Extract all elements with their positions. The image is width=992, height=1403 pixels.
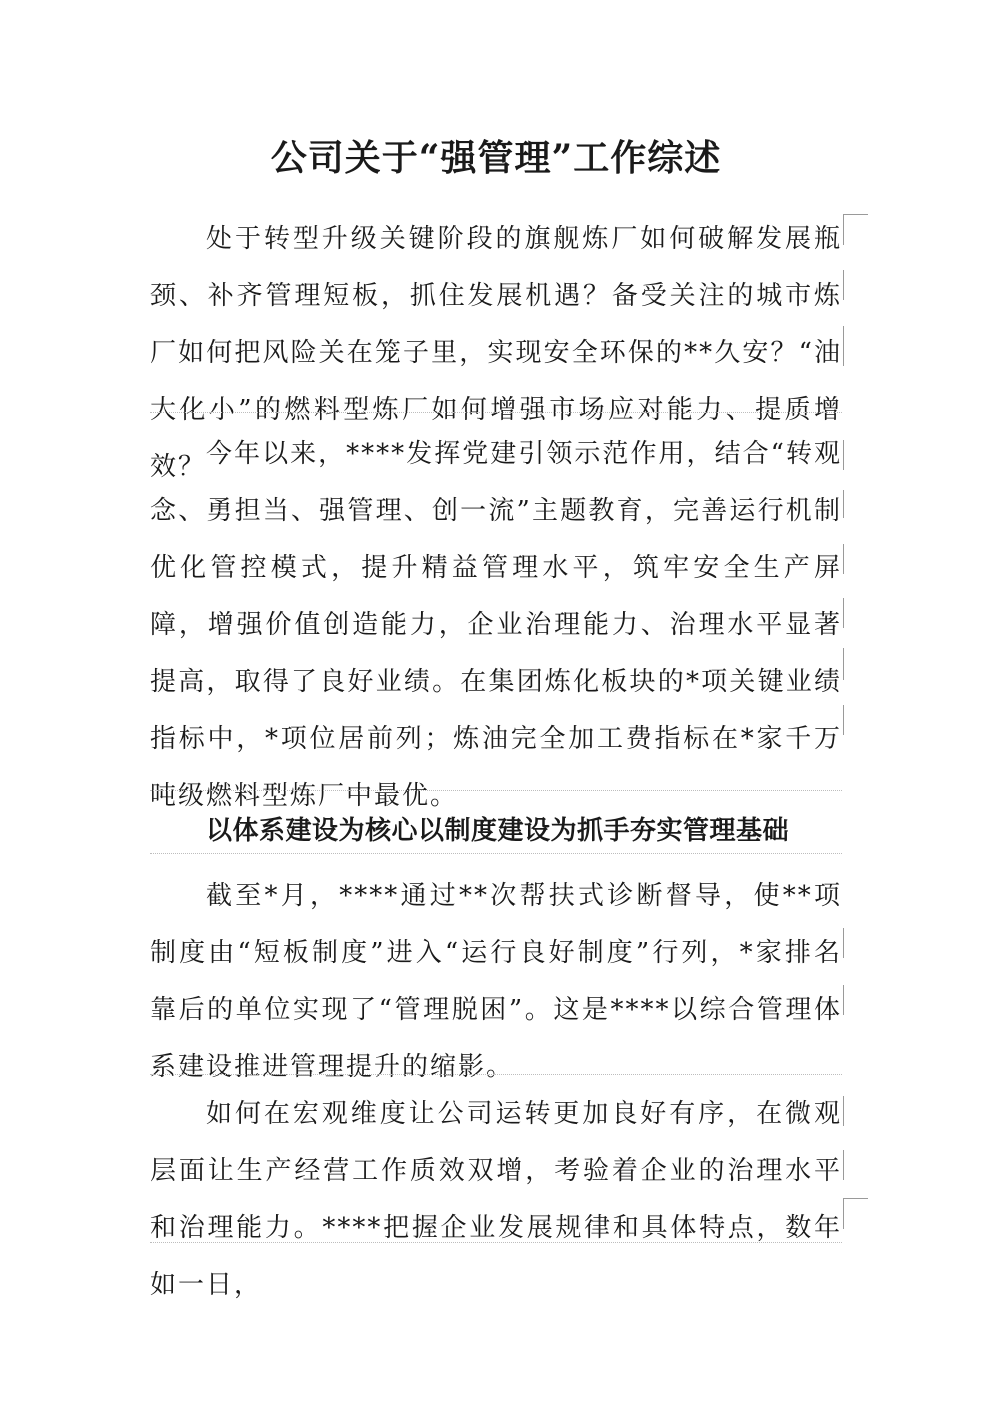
margin-line-mark <box>843 705 868 735</box>
margin-line-mark <box>843 490 868 518</box>
margin-line-mark <box>843 440 868 470</box>
document-title: 公司关于“强管理”工作综述 <box>270 137 722 179</box>
margin-line-mark <box>843 544 868 574</box>
margin-corner-mark <box>843 1198 868 1229</box>
margin-line-mark <box>843 648 868 680</box>
margin-line-mark <box>843 1150 868 1180</box>
paragraph-1: 处于转型升级关键阶段的旗舰炼厂如何破解发展瓶颈、补齐管理短板，抓住发展机遇？备受关注的城市炼厂如何把风险关在笼子里，实现安全环保的**久安？“油大化小”的燃料型炼厂如何增强市场应对能力、提质增效？ <box>150 224 842 482</box>
paragraph-divider <box>150 1242 842 1243</box>
paragraph-divider <box>150 790 842 791</box>
margin-line-mark <box>843 985 868 1015</box>
paragraph-4: 如何在宏观维度让公司运转更加良好有序，在微观层面让生产经营工作质效双增，考验着企业的治理水平和治理能力。****把握企业发展规律和具体特点，数年如一日， <box>150 1099 842 1300</box>
section-heading: 以体系建设为核心以制度建设为抓手夯实管理基础 <box>206 816 790 846</box>
margin-line-mark <box>843 928 868 958</box>
paragraph-2: 今年以来，****发挥党建引领示范作用，结合“转观念、勇担当、强管理、创一流”主题教育，完善运行机制优化管控模式，提升精益管理水平，筑牢安全生产屏障，增强价值创造能力，企业治理能力、治理水平显著提高，取得了良好业绩。在集团炼化板块的*项关键业绩指标中，*项位居前列；炼油完全加工费指标在*家千万吨级燃料型炼厂中最优。 <box>150 439 842 811</box>
paragraph-divider <box>150 853 842 854</box>
paragraph-3: 截至*月，****通过**次帮扶式诊断督导，使**项制度由“短板制度”进入“运行良好制度”行列，*家排名靠后的单位实现了“管理脱困”。这是****以综合管理体系建设推进管理提升的缩影。 <box>150 881 842 1082</box>
margin-corner-mark <box>843 214 868 245</box>
margin-line-mark <box>843 326 868 366</box>
margin-line-mark <box>843 1096 868 1126</box>
margin-line-mark <box>843 598 868 628</box>
paragraph-divider <box>150 412 842 413</box>
paragraph-divider <box>150 1074 842 1075</box>
margin-line-mark <box>843 270 868 300</box>
